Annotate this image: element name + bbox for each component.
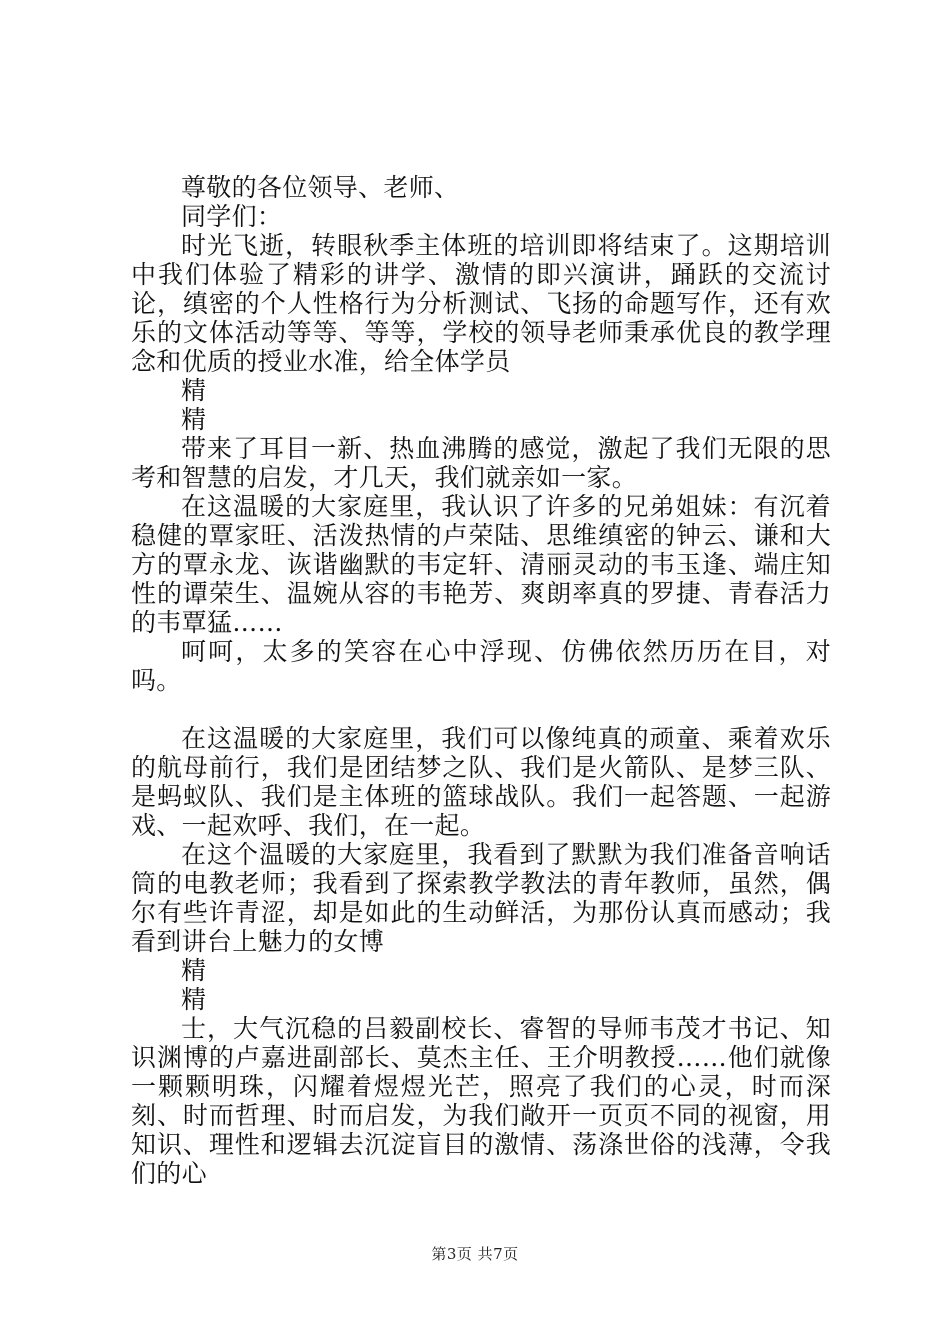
paragraph-1: 时光飞逝，转眼秋季主体班的培训即将结束了。这期培训中我们体验了精彩的讲学、激情的即兴演讲，踊跃的交流讨论，缜密的个人性格行为分析测试、飞扬的命题写作，还有欢乐的文体活动等等、等等，学校的领导老师秉承优良的教学理念和优质的授业水准，给全体学员 bbox=[131, 231, 831, 376]
paragraph-4: 呵呵，太多的笑容在心中浮现、仿佛依然历历在目，对吗。 bbox=[131, 637, 831, 695]
paragraph-3: 在这温暖的大家庭里，我认识了许多的兄弟姐妹：有沉着稳健的覃家旺、活泼热情的卢荣陆、思维缜密的钟云、谦和大方的覃永龙、诙谐幽默的韦定轩、清丽灵动的韦玉逢、端庄知性的谭荣生、温婉从容的韦艳芳、爽朗率真的罗捷、青春活力的韦覃猛…… bbox=[131, 492, 831, 637]
marker-line: 精 bbox=[181, 376, 207, 405]
paragraph-6: 在这个温暖的大家庭里，我看到了默默为我们准备音响话筒的电教老师；我看到了探索教学教法的青年教师，虽然，偶尔有些许青涩，却是如此的生动鲜活，为那份认真而感动；我看到讲台上魅力的女博 bbox=[131, 840, 831, 956]
paragraph-7: 士，大气沉稳的吕毅副校长、睿智的导师韦茂才书记、知识渊博的卢嘉进副部长、莫杰主任、王介明教授……他们就像一颗颗明珠，闪耀着煜煜光芒，照亮了我们的心灵，时而深刻、时而哲理、时而启发，为我们敞开一页页不同的视窗，用知识、理性和逻辑去沉淀盲目的激情、荡涤世俗的浅薄，令我们的心 bbox=[131, 1014, 831, 1188]
page-footer: 第3页 共7页 bbox=[431, 1245, 519, 1263]
paragraph-2: 带来了耳目一新、热血沸腾的感觉，激起了我们无限的思考和智慧的启发，才几天，我们就亲如一家。 bbox=[131, 434, 831, 492]
marker-line: 精 bbox=[181, 956, 207, 985]
document-body bbox=[131, 173, 831, 1188]
marker-line: 精 bbox=[181, 405, 207, 434]
salutation-line-1: 尊敬的各位领导、老师、 bbox=[181, 173, 460, 202]
marker-line: 精 bbox=[181, 985, 207, 1014]
salutation-line-2: 同学们： bbox=[181, 202, 283, 231]
paragraph-5: 在这温暖的大家庭里，我们可以像纯真的顽童、乘着欢乐的航母前行，我们是团结梦之队、我们是火箭队、是梦三队、是蚂蚁队、我们是主体班的篮球战队。我们一起答题、一起游戏、一起欢呼、我们，在一起。 bbox=[131, 724, 831, 840]
